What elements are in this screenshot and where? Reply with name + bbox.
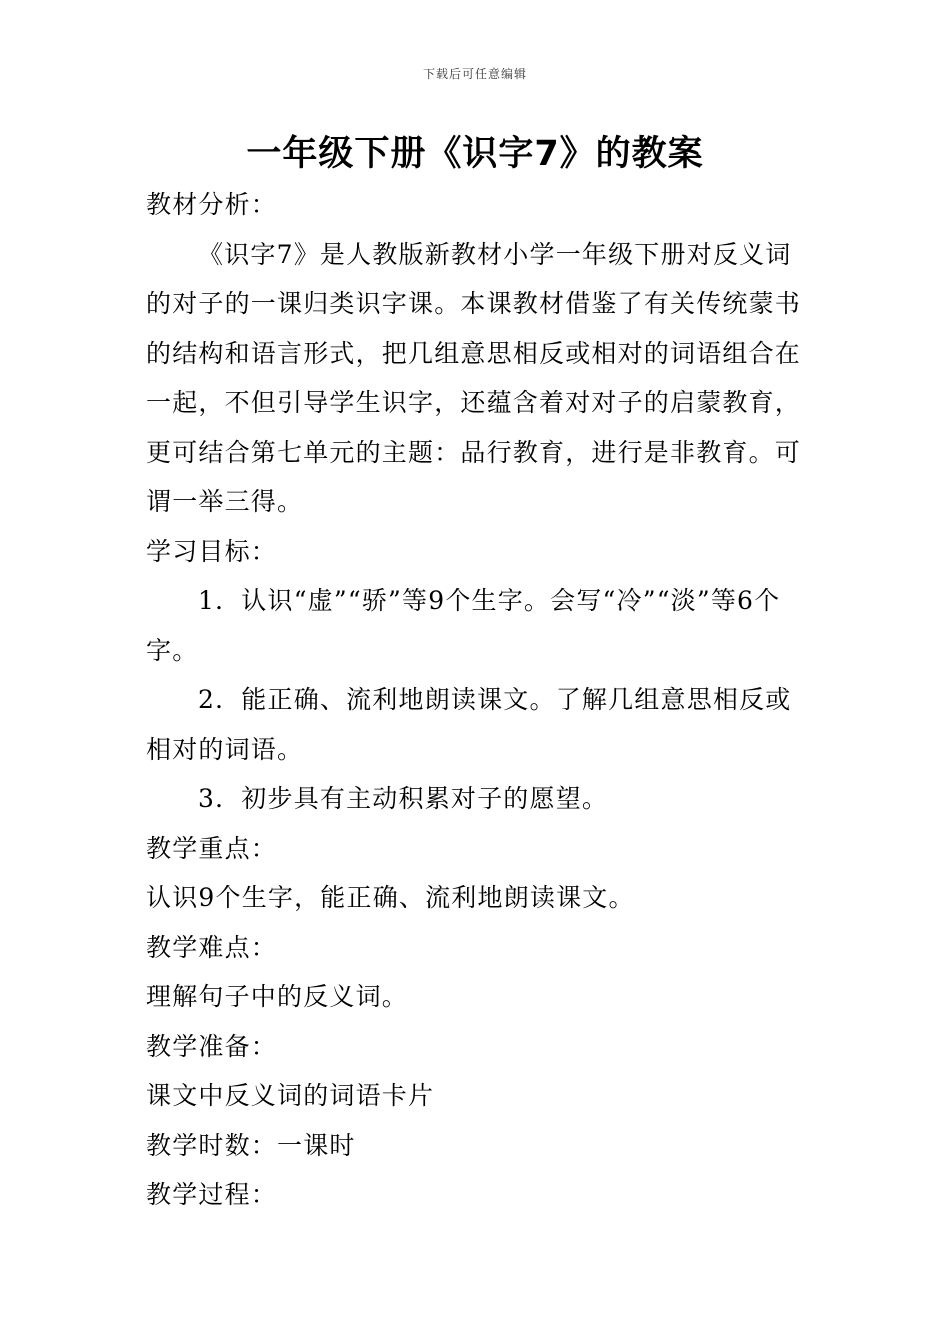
document-body — [146, 180, 810, 1220]
preparation-label: 教学准备： — [146, 1031, 278, 1061]
goal-item-1: 1．认识“虚”“骄”等9个生字。会写“冷”“淡”等6个字。 — [146, 586, 781, 665]
difficulty-text: 理解句子中的反义词。 — [146, 982, 409, 1011]
analysis-paragraph: 《识字7》是人教版新教材小学一年级下册对反义词的对子的一课归类识字课。本课教材借鉴了有关传统蒙书的结构和语言形式，把几组意思相反或相对的词语组合在一起，不但引导学生识字，还蕴含着对对子的启蒙教育，更可结合第七单元的主题：品行教育，进行是非教育。可谓一举三得。 — [146, 239, 802, 516]
preparation-text: 课文中反义词的词语卡片 — [146, 1081, 435, 1110]
key-points-text: 认识9个生字，能正确、流利地朗读课文。 — [146, 883, 635, 912]
analysis-label: 教材分析： — [146, 190, 278, 219]
teaching-hours: 教学时数：一课时 — [146, 1130, 356, 1160]
document-title: 一年级下册《识字7》的教案 — [246, 134, 704, 174]
difficulty-label: 教学难点： — [146, 932, 278, 962]
key-points-label: 教学重点： — [146, 833, 278, 863]
header-note: 下载后可任意编辑 — [422, 67, 527, 81]
goals-label: 学习目标： — [146, 536, 278, 566]
process-label: 教学过程： — [146, 1180, 278, 1209]
goal-item-2: 2．能正确、流利地朗读课文。了解几组意思相反或相对的词语。 — [146, 685, 792, 764]
goal-item-3: 3．初步具有主动积累对子的愿望。 — [198, 784, 609, 813]
